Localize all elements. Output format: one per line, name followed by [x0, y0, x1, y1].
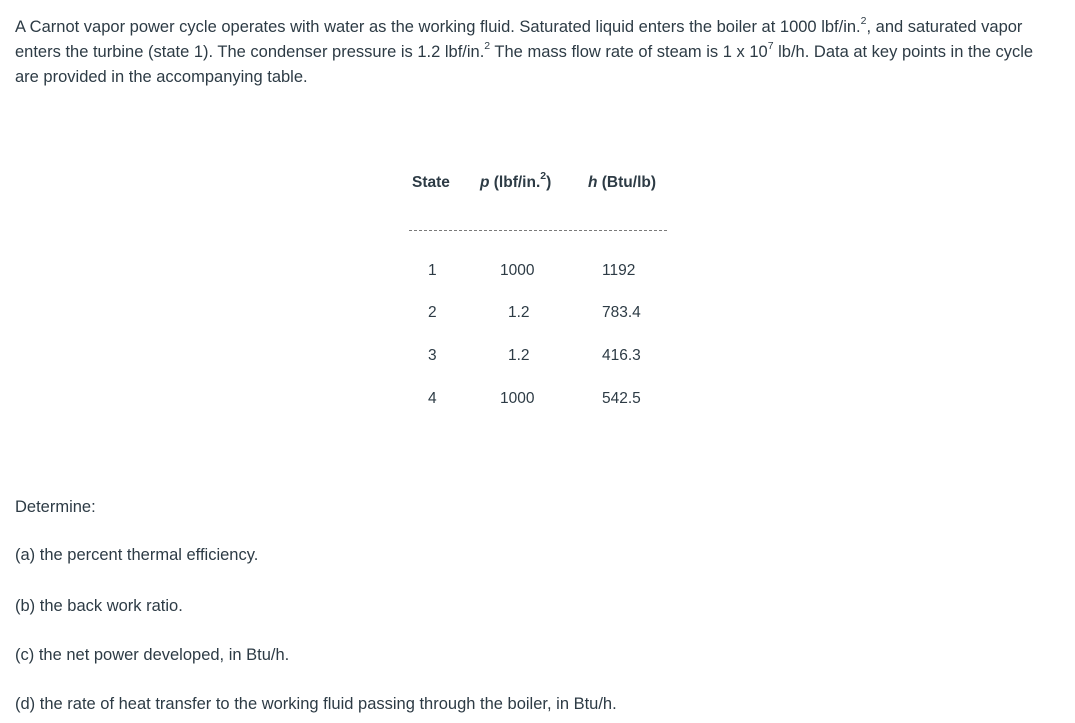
header-pressure-close: ) [546, 174, 552, 191]
cell-pressure: 1000 [500, 262, 535, 279]
question-b: (b) the back work ratio. [15, 597, 183, 615]
intro-superscript-1: 2 [860, 14, 867, 27]
table-row [406, 262, 666, 282]
header-enthalpy-unit: (Btu/lb) [597, 174, 657, 191]
header-state: State [412, 174, 450, 191]
determine-label: Determine: [15, 498, 96, 516]
table-header [406, 168, 666, 202]
problem-statement [15, 15, 1060, 90]
cell-state: 2 [428, 304, 437, 321]
cell-enthalpy: 416.3 [602, 347, 641, 364]
intro-superscript-2: 2 [484, 39, 491, 52]
intro-text-3: The mass flow rate of steam is 1 x 10 [490, 43, 768, 61]
cell-pressure: 1.2 [508, 304, 530, 321]
header-pressure-unit: (lbf/in. [489, 174, 541, 191]
table-divider [409, 230, 667, 231]
header-pressure-sup: 2 [540, 169, 547, 182]
header-pressure-var: p [480, 174, 490, 191]
table-row [406, 347, 666, 367]
cell-enthalpy: 542.5 [602, 390, 641, 407]
cell-state: 4 [428, 390, 437, 407]
header-enthalpy-var: h [588, 174, 598, 191]
state-data-table [406, 168, 666, 407]
table-row [406, 304, 666, 324]
question-c: (c) the net power developed, in Btu/h. [15, 646, 290, 664]
cell-pressure: 1000 [500, 390, 535, 407]
header-enthalpy [588, 174, 656, 192]
cell-state: 1 [428, 262, 437, 279]
cell-state: 3 [428, 347, 437, 364]
cell-enthalpy: 783.4 [602, 304, 641, 321]
cell-pressure: 1.2 [508, 347, 530, 364]
intro-superscript-3: 7 [767, 39, 774, 52]
header-pressure [480, 169, 552, 192]
intro-text-1: A Carnot vapor power cycle operates with water as the working fluid. Saturated liquid enters the boiler at 1000 lbf/in. [15, 18, 861, 36]
intro-text-4: lb/h. Data at key points in the cycle are provided in the accompanying table. [15, 43, 1034, 86]
table-row [406, 390, 666, 410]
question-a: (a) the percent thermal efficiency. [15, 546, 259, 564]
question-d: (d) the rate of heat transfer to the working fluid passing through the boiler, in Btu/h. [15, 695, 617, 713]
cell-enthalpy: 1192 [602, 262, 636, 279]
intro-text-2: , and saturated vapor enters the turbine (state 1). The condenser pressure is 1.2 lbf/in. [15, 18, 1023, 61]
